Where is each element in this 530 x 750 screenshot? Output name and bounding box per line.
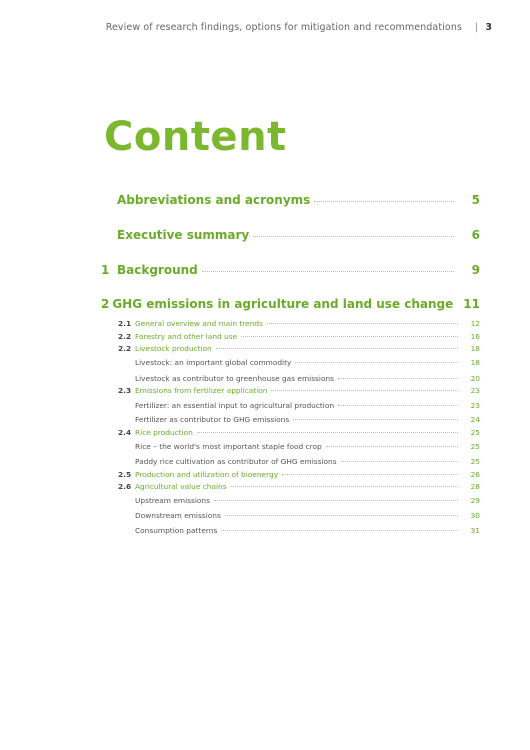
toc-entry-page: 16 [470, 332, 480, 341]
toc-entry[interactable] [135, 415, 480, 424]
toc-entry-page: 25 [470, 428, 480, 437]
toc-entry-number: 2 [101, 297, 110, 311]
dot-leader [341, 461, 458, 462]
toc-entry-page: 24 [470, 415, 480, 424]
dot-leader [282, 474, 458, 475]
toc-entry-number: 2.3 [118, 386, 132, 395]
toc-entry-page: 12 [470, 319, 480, 328]
toc-entry-page: 30 [470, 511, 480, 520]
toc-entry[interactable] [118, 428, 480, 437]
toc-entry-number: 2.2 [118, 332, 132, 341]
dot-leader [295, 362, 458, 363]
toc-entry-page: 23 [470, 401, 480, 410]
toc-entry-page: 25 [470, 457, 480, 466]
toc-entry-number: 1 [101, 263, 110, 277]
toc-entry-label: Fertilizer: an essential input to agricultural production [135, 401, 335, 410]
dot-leader [214, 500, 458, 501]
toc-entry[interactable] [118, 482, 480, 491]
dot-leader [202, 271, 454, 272]
toc-entry-page: 29 [470, 496, 480, 505]
toc-entry-label: Paddy rice cultivation as contributor of GHG emissions [135, 457, 337, 466]
toc-entry-label: Forestry and other land use [135, 332, 238, 341]
toc-entry-label: Downstream emissions [135, 511, 221, 520]
toc-entry-page: 18 [470, 344, 480, 353]
toc-entry[interactable] [135, 358, 480, 367]
toc-entry[interactable] [101, 193, 480, 207]
dot-leader [267, 323, 458, 324]
dot-leader [338, 378, 458, 379]
dot-leader [225, 515, 458, 516]
toc-entry-page: 20 [470, 374, 480, 383]
header-separator: | [474, 22, 478, 33]
toc-entry[interactable] [118, 344, 480, 353]
running-header [0, 22, 530, 36]
dot-leader [314, 201, 454, 202]
dot-leader [253, 236, 454, 237]
toc-entry-label: Agricultural value chains [135, 482, 227, 491]
toc-entry[interactable] [101, 228, 480, 242]
toc-entry-page: 5 [471, 193, 480, 207]
toc-entry[interactable] [118, 332, 480, 341]
dot-leader [231, 486, 458, 487]
toc-entry-label: GHG emissions in agriculture and land use change [112, 297, 454, 311]
toc-entry[interactable] [135, 526, 480, 535]
dot-leader [221, 530, 458, 531]
toc-entry-number: 2.6 [118, 482, 132, 491]
toc-entry-number: 2.5 [118, 470, 132, 479]
toc-entry-page: 18 [470, 358, 480, 367]
toc-entry-label: Consumption patterns [135, 526, 218, 535]
toc-entry-number: 2.4 [118, 428, 132, 437]
toc-entry-label: General overview and main trends [135, 319, 263, 328]
toc-entry-page: 11 [463, 297, 480, 311]
dot-leader [197, 432, 458, 433]
toc-entry[interactable] [118, 319, 480, 328]
toc-entry[interactable] [135, 401, 480, 410]
dot-leader [241, 336, 458, 337]
dot-leader [271, 390, 458, 391]
toc-entry[interactable] [101, 263, 480, 277]
toc-entry-page: 31 [470, 526, 480, 535]
toc-entry-page: 28 [470, 482, 480, 491]
toc-entry-label: Livestock: an important global commodity [135, 358, 292, 367]
toc-entry-page: 26 [470, 470, 480, 479]
toc-entry-label: Rice – the world's most important staple food crop [135, 442, 322, 451]
toc-entry-page: 9 [471, 263, 480, 277]
running-title: Review of research findings, options for mitigation and recommendations [105, 22, 462, 33]
toc-entry-label: Livestock production [135, 344, 212, 353]
toc-entry-page: 25 [470, 442, 480, 451]
toc-entry-label: Abbreviations and acronyms [117, 193, 311, 207]
toc-entry-number: 2.1 [118, 319, 132, 328]
toc-entry-label: Emissions from fertilizer application [135, 386, 268, 395]
dot-leader [293, 419, 458, 420]
toc-entry[interactable] [135, 442, 480, 451]
toc-entry-label: Production and utilization of bioenergy [135, 470, 279, 479]
page-number: 3 [485, 22, 492, 33]
dot-leader [216, 348, 458, 349]
toc-entry[interactable] [135, 374, 480, 383]
toc-entry-label: Background [117, 263, 198, 277]
toc-entry-page: 6 [471, 228, 480, 242]
toc-entry[interactable] [118, 470, 480, 479]
toc-entry-label: Rice production [135, 428, 193, 437]
dot-leader [338, 405, 458, 406]
toc-entry[interactable] [118, 386, 480, 395]
toc-entry-page: 23 [470, 386, 480, 395]
toc-entry-number: 2.2 [118, 344, 132, 353]
toc-entry[interactable] [135, 457, 480, 466]
toc-entry-label: Livestock as contributor to greenhouse gas emissions [135, 374, 335, 383]
page-title: Content [104, 114, 287, 160]
dot-leader [326, 446, 458, 447]
toc-entry-label: Fertilizer as contributor to GHG emissions [135, 415, 290, 424]
toc-entry[interactable] [101, 297, 480, 311]
toc-entry-label: Upstream emissions [135, 496, 210, 505]
toc-entry[interactable] [135, 511, 480, 520]
toc-entry[interactable] [135, 496, 480, 505]
toc-entry-label: Executive summary [117, 228, 250, 242]
